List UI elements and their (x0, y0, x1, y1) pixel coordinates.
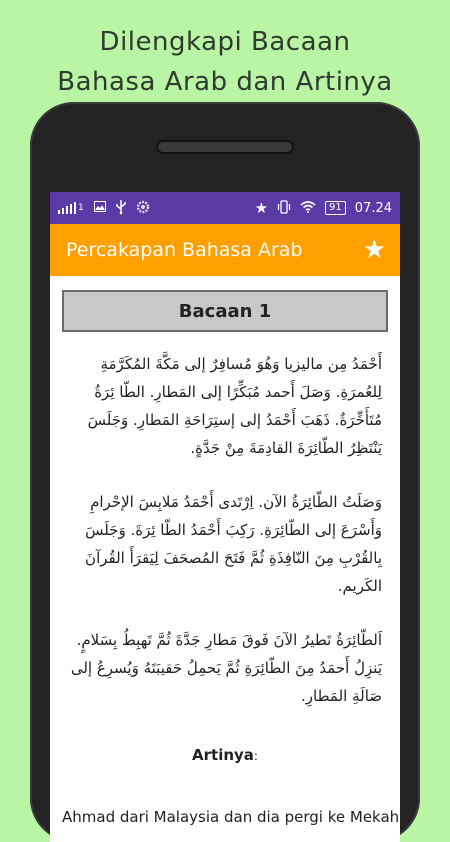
lesson-heading (62, 290, 388, 332)
lesson-heading-text: Bacaan 1 (178, 300, 272, 322)
translation-text: Ahmad dari Malaysia dan dia pergi ke Mekah (62, 808, 400, 826)
phone-speaker (156, 140, 294, 154)
favorite-star-button[interactable]: ★ (362, 235, 386, 265)
settings-icon (136, 200, 150, 217)
vibrate-icon (277, 200, 291, 217)
artinya-label-text: Artinya (192, 746, 254, 764)
arabic-paragraph-3: اَلطّائِرَةُ تَطيرُ الآنَ فَوقَ مَطارِ جَدَّةَ ثُمَّ تَهبِطُ بِسَلامٍ. يَنزِلُ أَحمَدُ مِنَ الطّائِرَةِ ثُمَّ يَحمِلُ حَقيبَتَهُ وَيُسرِعُ إلى صَالَةِ المَطارِ. (70, 631, 382, 705)
promo-caption (0, 22, 450, 102)
wifi-icon (300, 201, 316, 216)
artinya-colon: : (253, 749, 258, 763)
app-bar (50, 224, 400, 276)
artinya-label (62, 746, 388, 764)
app-title: Percakapan Bahasa Arab (66, 239, 303, 261)
phone-screen (50, 192, 400, 842)
clock: 07.24 (354, 200, 392, 216)
usb-icon (116, 200, 126, 217)
status-bar (50, 192, 400, 224)
promo-line-2: Bahasa Arab dan Artinya (57, 67, 393, 97)
battery-icon (325, 201, 346, 215)
promo-line-1: Dilengkapi Bacaan (99, 27, 351, 57)
arabic-paragraph-2: وَصَلَتُ الطّائِرَةُ الآن. اِرْتَدى أَحْمَدُ مَلابِسَ الإحْرامِ وَأَسْرَعَ إلى الطّائِرَةِ. رَكِبَ أَحْمَدُ الطّا ئِرَةَ. وَجَلَسَ بِالقُرْبِ مِنَ النّافِذَةِ ثُمَّ فَتَحَ المُصحَفَ لِيَقرَأَ القُرآنَ الكَريم. (85, 493, 382, 595)
battery-level: 91 (329, 202, 342, 213)
lesson-content[interactable] (50, 276, 400, 826)
arabic-paragraph-1: أَحْمَدُ مِن ماليزيا وَهُوَ مُسافِرٌ إلى مَكَّةَ المُكَرَّمَةِ لِلعُمرَةِ. وَصَلَ أَحمد مُبَكِّرًا إلى المَطارِ. الطّا ئِرَةُ مُتَأَخِّرَةٌ. ذَهَبَ أَحْمَدُ إلى إستِرَاحَةِ المَطارِ. وَجَلَسَ يَنْتَظِرُ الطّائِرَةَ القادِمَةَ مِنْ جَدَّةٍ. (87, 355, 382, 457)
carrier-indicator: 1 (78, 203, 84, 213)
phone-frame (30, 102, 420, 842)
star-icon: ★ (254, 199, 269, 217)
image-icon (94, 201, 106, 215)
signal-icon (58, 202, 76, 214)
